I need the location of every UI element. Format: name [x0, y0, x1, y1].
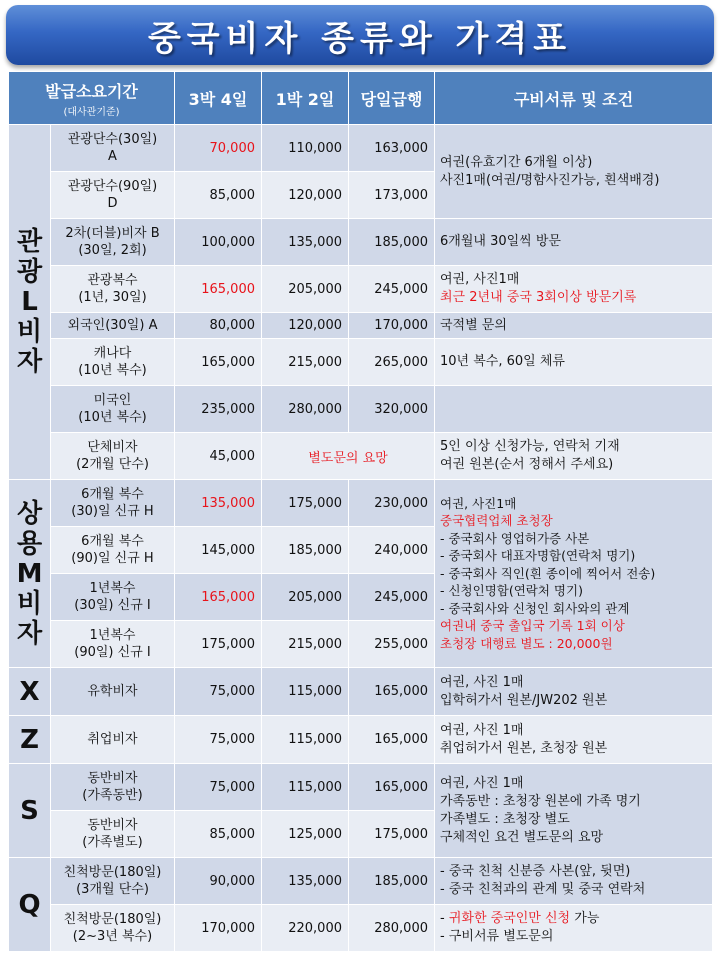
price-inquiry-note: 별도문의 요망 [262, 433, 435, 480]
header-1n2d: 1박 2일 [262, 72, 349, 125]
group-label-Z: Z [9, 716, 51, 764]
price-same-day: 245,000 [349, 266, 435, 313]
visa-name: 취업비자 [51, 716, 175, 764]
price-1n2d: 205,000 [262, 266, 349, 313]
price-same-day: 320,000 [349, 386, 435, 433]
docs-family: 여권, 사진 1매 가족동반 : 초청장 원본에 가족 명기 가족별도 : 초청장 별도 구체적인 요건 별도문의 요망 [435, 764, 713, 858]
header-3n4d: 3박 4일 [175, 72, 262, 125]
table-row [9, 313, 713, 339]
docs-business: 여권, 사진1매 중국협력업체 초청장 - 중국회사 영업허가증 사본 - 중국회사 대표자명함(연락처 명기) - 중국회사 직인(흰 종이에 찍어서 전송) - 신청인명함(연락처 명기) - 중국회사와 신청인 회사와의 관계 여권내 중국 출입국 기록 1회 이상 초청장 대행료 별도 : 20,000원 [435, 480, 713, 668]
group-label-Q: Q [9, 858, 51, 952]
visa-name: 6개월 복수 (90)일 신규 H [51, 527, 175, 574]
header-same-day: 당일급행 [349, 72, 435, 125]
docs-tourist-multi: 여권, 사진1매 최근 2년내 중국 3회이상 방문기록 [435, 266, 713, 313]
price-same-day: 165,000 [349, 668, 435, 716]
table-row [9, 433, 713, 480]
docs-relative-multi: - 귀화한 중국인만 신청 가능 - 구비서류 별도문의 [435, 905, 713, 952]
price-3n4d: 80,000 [175, 313, 262, 339]
visa-name: 1년복수 (90일) 신규 I [51, 621, 175, 668]
visa-name: 동반비자 (가족별도) [51, 811, 175, 858]
header-documents: 구비서류 및 조건 [435, 72, 713, 125]
header-processing-time: 발급소요기간 (대사관기준) [9, 72, 175, 125]
visa-name: 관광단수(90일) D [51, 172, 175, 219]
price-3n4d: 165,000 [175, 339, 262, 386]
price-3n4d: 165,000 [175, 266, 262, 313]
table-row [9, 480, 713, 527]
price-same-day: 165,000 [349, 764, 435, 811]
visa-name: 동반비자 (가족동반) [51, 764, 175, 811]
docs-work: 여권, 사진 1매 취업허가서 원본, 초청장 원본 [435, 716, 713, 764]
price-1n2d: 120,000 [262, 172, 349, 219]
visa-name: 친척방문(180일) (2~3년 복수) [51, 905, 175, 952]
price-3n4d: 175,000 [175, 621, 262, 668]
price-1n2d: 115,000 [262, 764, 349, 811]
docs-tourist-single: 여권(유효기간 6개월 이상) 사진1매(여권/명함사진가능, 흰색배경) [435, 125, 713, 219]
docs-study: 여권, 사진 1매 입학허가서 원본/JW202 원본 [435, 668, 713, 716]
group-label-X: X [9, 668, 51, 716]
price-1n2d: 125,000 [262, 811, 349, 858]
visa-price-table [8, 71, 713, 952]
price-3n4d: 90,000 [175, 858, 262, 905]
price-same-day: 185,000 [349, 858, 435, 905]
visa-name: 단체비자 (2개월 단수) [51, 433, 175, 480]
table-row [9, 386, 713, 433]
docs-group: 5인 이상 신청가능, 연락처 기재 여권 원본(순서 정해서 주세요) [435, 433, 713, 480]
docs-double-entry: 6개월내 30일씩 방문 [435, 219, 713, 266]
price-same-day: 245,000 [349, 574, 435, 621]
price-same-day: 255,000 [349, 621, 435, 668]
table-row [9, 668, 713, 716]
price-1n2d: 185,000 [262, 527, 349, 574]
price-3n4d: 235,000 [175, 386, 262, 433]
price-same-day: 240,000 [349, 527, 435, 574]
group-label-S: S [9, 764, 51, 858]
price-3n4d: 85,000 [175, 811, 262, 858]
header-row [9, 72, 713, 125]
group-label-L: 관 광 L 비 자 [9, 125, 51, 480]
price-3n4d: 165,000 [175, 574, 262, 621]
price-3n4d: 45,000 [175, 433, 262, 480]
price-1n2d: 280,000 [262, 386, 349, 433]
price-same-day: 230,000 [349, 480, 435, 527]
price-1n2d: 135,000 [262, 858, 349, 905]
price-same-day: 173,000 [349, 172, 435, 219]
price-same-day: 165,000 [349, 716, 435, 764]
docs-relative-single: - 중국 친척 신분증 사본(앞, 뒷면) - 중국 친척과의 관계 및 중국 연락처 [435, 858, 713, 905]
price-1n2d: 135,000 [262, 219, 349, 266]
title-banner [6, 5, 714, 65]
visa-name: 6개월 복수 (30)일 신규 H [51, 480, 175, 527]
price-3n4d: 145,000 [175, 527, 262, 574]
page-title: 중국비자 종류와 가격표 [147, 18, 573, 59]
price-3n4d: 100,000 [175, 219, 262, 266]
price-1n2d: 175,000 [262, 480, 349, 527]
visa-name: 관광단수(30일) A [51, 125, 175, 172]
price-1n2d: 215,000 [262, 621, 349, 668]
table-row [9, 219, 713, 266]
price-1n2d: 115,000 [262, 716, 349, 764]
group-label-M: 상 용 M 비 자 [9, 480, 51, 668]
price-1n2d: 215,000 [262, 339, 349, 386]
table-row [9, 125, 713, 172]
price-3n4d: 135,000 [175, 480, 262, 527]
table-row [9, 266, 713, 313]
table-row [9, 858, 713, 905]
price-3n4d: 85,000 [175, 172, 262, 219]
table-row [9, 764, 713, 811]
price-same-day: 175,000 [349, 811, 435, 858]
docs-foreigner: 국적별 문의 [435, 313, 713, 339]
price-1n2d: 110,000 [262, 125, 349, 172]
visa-name: 미국인 (10년 복수) [51, 386, 175, 433]
visa-name: 친척방문(180일) (3개월 단수) [51, 858, 175, 905]
docs-canada: 10년 복수, 60일 체류 [435, 339, 713, 386]
price-3n4d: 170,000 [175, 905, 262, 952]
visa-name: 2차(더블)비자 B (30일, 2회) [51, 219, 175, 266]
price-1n2d: 115,000 [262, 668, 349, 716]
price-3n4d: 70,000 [175, 125, 262, 172]
table-row [9, 716, 713, 764]
docs-usa [435, 386, 713, 433]
price-same-day: 170,000 [349, 313, 435, 339]
price-1n2d: 220,000 [262, 905, 349, 952]
price-same-day: 265,000 [349, 339, 435, 386]
visa-name: 외국인(30일) A [51, 313, 175, 339]
price-3n4d: 75,000 [175, 668, 262, 716]
price-3n4d: 75,000 [175, 716, 262, 764]
price-1n2d: 205,000 [262, 574, 349, 621]
table-row [9, 905, 713, 952]
price-same-day: 163,000 [349, 125, 435, 172]
price-1n2d: 120,000 [262, 313, 349, 339]
visa-name: 관광복수 (1년, 30일) [51, 266, 175, 313]
price-same-day: 280,000 [349, 905, 435, 952]
price-same-day: 185,000 [349, 219, 435, 266]
visa-name: 캐나다 (10년 복수) [51, 339, 175, 386]
price-3n4d: 75,000 [175, 764, 262, 811]
table-row [9, 339, 713, 386]
visa-name: 1년복수 (30일) 신규 I [51, 574, 175, 621]
visa-name: 유학비자 [51, 668, 175, 716]
